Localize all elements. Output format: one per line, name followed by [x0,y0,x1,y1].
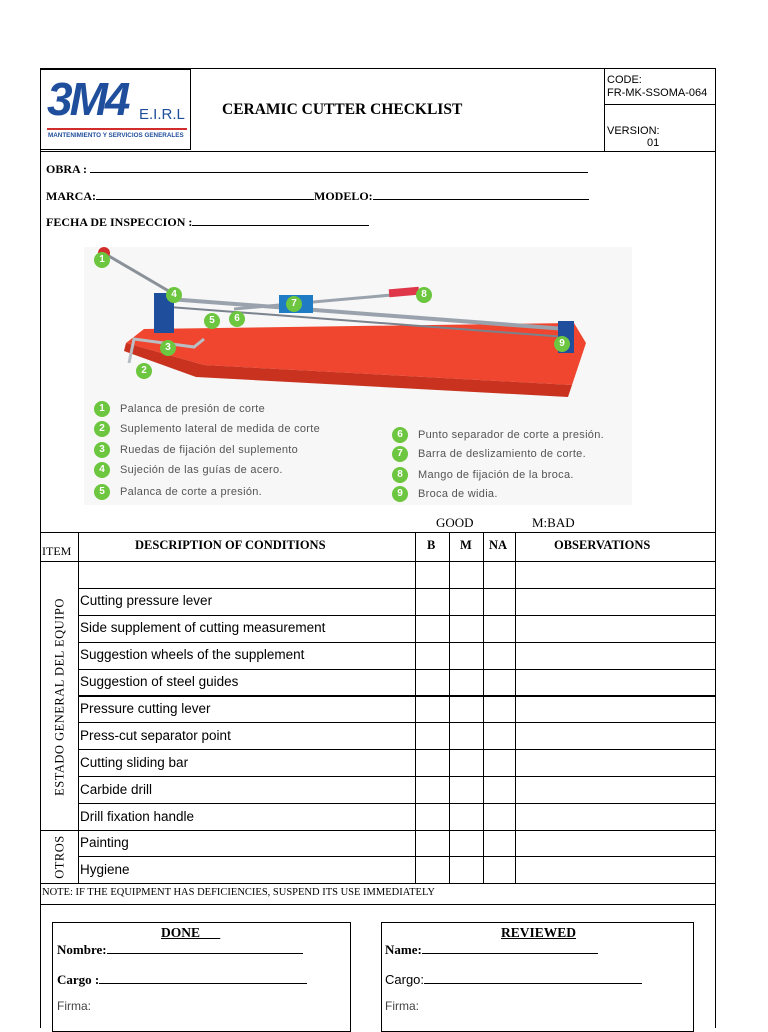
reviewed-cargo-input-line[interactable] [424,971,642,984]
callout-2: 2 [136,363,152,379]
reviewed-name-input-line[interactable] [422,941,598,954]
header-m: M [460,538,472,552]
code-label: CODE: [607,74,642,86]
done-firma-label: Firma: [57,999,91,1013]
logo-tagline: MANTENIMIENTO Y SERVICIOS GENERALES [48,132,184,139]
callout-9: 9 [554,336,570,352]
row-line [78,776,716,777]
table-row-5: Pressure cutting lever [80,701,211,716]
legend-badge-9: 9 [392,486,408,502]
legend-item-5: Palanca de corte a presión. [120,486,263,498]
fecha-field [46,213,369,230]
table-row-10: Painting [80,835,129,850]
note-bottom-line [40,904,716,905]
legend-badge-4: 4 [94,462,110,478]
callout-5: 5 [204,313,220,329]
reviewed-cargo-field [385,971,642,987]
callout-1: 1 [94,252,110,268]
done-name-field [57,941,303,958]
marca-label: MARCA: [46,189,96,203]
legend-badge-8: 8 [392,467,408,483]
done-box [52,922,351,1032]
table-bottom-line [40,883,716,884]
done-cargo-input-line[interactable] [99,971,307,984]
code-divider [604,69,605,151]
reviewed-cargo-label: Cargo: [385,972,425,987]
logo-suffix: E.I.R.L [139,106,185,123]
table-row-11: Hygiene [80,862,130,877]
table-row-1: Cutting pressure lever [80,593,213,608]
legend-item-6: Punto separador de corte a presión. [418,429,605,441]
legend-item-4: Sujeción de las guías de acero. [120,464,283,476]
logo-mark: 3M4 [47,73,128,125]
obra-input-line[interactable] [90,160,588,173]
fecha-label: FECHA DE INSPECCION : [46,215,193,229]
header-observations: OBSERVATIONS [554,538,651,552]
callout-8: 8 [416,287,432,303]
reviewed-title: REVIEWED [501,925,577,940]
header-bottom-line [40,151,716,152]
callout-3: 3 [160,340,176,356]
logo-box [40,69,191,150]
table-row-6: Press-cut separator point [80,728,231,743]
row-line [78,588,716,589]
table-row-7: Cutting sliding bar [80,755,189,770]
legend-badge-5: 5 [94,484,110,500]
done-title-text: DONE [161,925,201,940]
callout-7: 7 [286,296,302,312]
fecha-input-line[interactable] [192,213,369,226]
group-label-otros: OTROS [52,835,67,879]
row-line [78,695,716,697]
header-na: NA [489,538,508,552]
legend-badge-1: 1 [94,401,110,417]
reviewed-name-field [385,941,598,958]
code-value: FR-MK-SSOMA-064 [607,87,708,99]
legend-item-7: Barra de deslizamiento de corte. [418,448,586,460]
scale-bad: M:BAD [532,515,575,530]
table-row-4: Suggestion of steel guides [80,674,239,689]
row-line [78,722,716,723]
row-line [78,749,716,750]
callout-4: 4 [166,287,182,303]
legend-item-3: Ruedas de fijación del suplemento [120,444,299,456]
legend-badge-7: 7 [392,446,408,462]
header-b: B [427,538,436,552]
version-value: 01 [647,137,660,149]
code-version-divider [604,104,716,105]
legend-badge-3: 3 [94,442,110,458]
document-title: CERAMIC CUTTER CHECKLIST [222,101,463,118]
reviewed-name-label: Name: [385,942,422,957]
table-row-3: Suggestion wheels of the supplement [80,647,305,662]
done-cargo-field [57,971,307,988]
row-line [78,642,716,643]
done-name-label: Nombre: [57,942,107,957]
table-header-line [40,561,716,562]
done-cargo-label: Cargo : [57,972,100,987]
modelo-input-line[interactable] [373,187,589,200]
table-row-9: Drill fixation handle [80,809,195,824]
reviewed-box [381,922,694,1032]
row-line [78,803,716,804]
logo-underline [47,128,187,130]
group-label-estado: ESTADO GENERAL DEL EQUIPO [52,598,67,796]
row-line [78,615,716,616]
done-name-input-line[interactable] [107,941,303,954]
legend-item-8: Mango de fijación de la broca. [418,469,574,481]
modelo-label: MODELO: [314,189,373,203]
legend-item-1: Palanca de presión de corte [120,403,266,415]
version-label: VERSION: [607,125,660,137]
legend-item-9: Broca de widia. [418,488,498,500]
deficiency-note: NOTE: IF THE EQUIPMENT HAS DEFICIENCIES, SUSPEND ITS USE IMMEDIATELY [42,887,435,898]
marca-field [46,187,589,204]
marca-input-line[interactable] [96,187,314,200]
scale-good: GOOD [436,515,474,530]
group-divider-line [40,830,716,831]
header-item: ITEM [42,544,72,558]
legend-item-2: Suplemento lateral de medida de corte [120,423,321,435]
legend-badge-6: 6 [392,427,408,443]
obra-field [46,160,588,177]
table-row-8: Carbide drill [80,782,153,797]
header-description: DESCRIPTION OF CONDITIONS [135,538,326,552]
reviewed-firma-label: Firma: [385,999,419,1013]
legend-badge-2: 2 [94,421,110,437]
done-title [161,925,220,941]
callout-6: 6 [229,311,245,327]
row-line [78,669,716,670]
obra-label: OBRA : [46,162,88,176]
table-row-2: Side supplement of cutting measurement [80,620,326,635]
table-top-line [40,532,716,533]
row-line [78,856,716,857]
